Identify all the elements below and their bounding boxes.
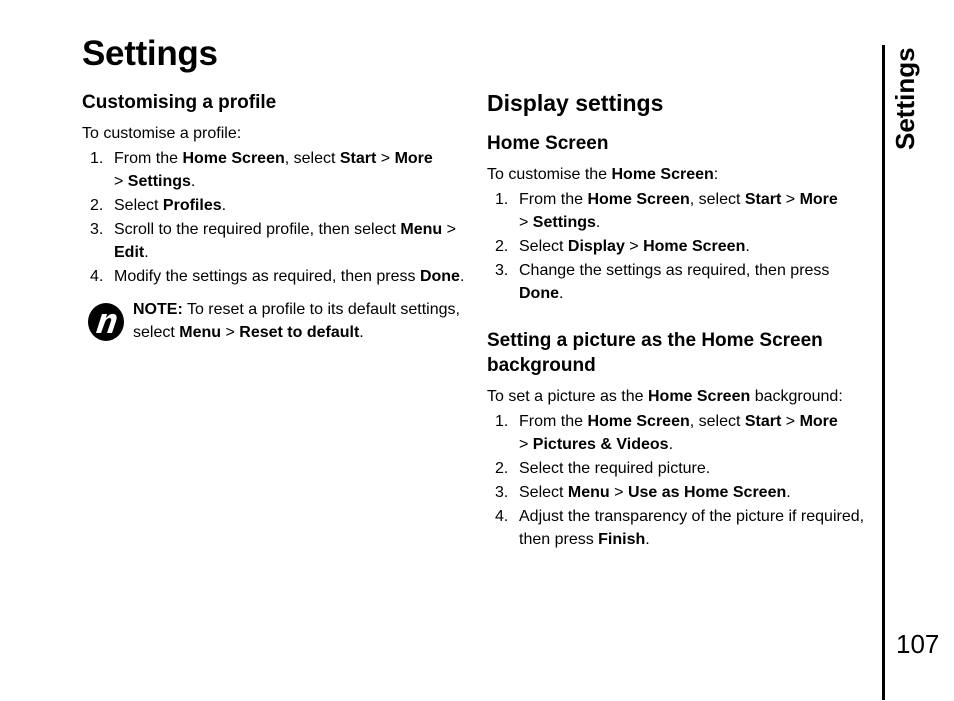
- list-item: 3. Change the settings as required, then press Done.: [495, 261, 830, 302]
- list-item: 3. Select Menu > Use as Home Screen.: [495, 483, 791, 501]
- home-screen-intro: To customise the Home Screen:: [487, 165, 719, 183]
- list-item: 1. From the Home Screen, select Start > More > Settings.: [90, 149, 433, 190]
- list-item: 4. Adjust the transparency of the picture if required, then press Finish.: [495, 507, 865, 548]
- page-number: 107: [896, 629, 940, 659]
- list-item: 2. Select Profiles.: [90, 196, 227, 214]
- side-tab-label: Settings: [890, 47, 920, 150]
- customising-profile-heading: Customising a profile: [82, 92, 277, 113]
- list-item: 4. Modify the settings as required, then press Done.: [90, 267, 465, 285]
- list-item: 1. From the Home Screen, select Start > More > Pictures & Videos.: [495, 412, 838, 453]
- display-settings-heading: Display settings: [487, 90, 664, 116]
- customising-profile-steps: [82, 147, 467, 288]
- home-screen-steps: [487, 188, 872, 305]
- right-column: [487, 90, 872, 552]
- list-item: 2. Select Display > Home Screen.: [495, 237, 750, 255]
- picture-background-intro: To set a picture as the Home Screen background:: [487, 387, 843, 405]
- left-column: [82, 90, 467, 344]
- page-title: Settings: [82, 34, 218, 73]
- list-item: 1. From the Home Screen, select Start > More > Settings.: [495, 190, 838, 231]
- note-icon: [87, 302, 125, 342]
- list-item: 3. Scroll to the required profile, then select Menu > Edit.: [90, 220, 456, 261]
- list-item: 2. Select the required picture.: [495, 459, 711, 477]
- picture-background-steps: [487, 410, 872, 551]
- home-screen-heading: Home Screen: [487, 133, 609, 154]
- picture-background-heading: Setting a picture as the Home Screen background: [487, 329, 823, 377]
- note-box: NOTE: To reset a profile to its default settings, select Menu > Reset to default.: [82, 298, 467, 344]
- side-divider: [882, 45, 885, 700]
- customising-profile-intro: To customise a profile:: [82, 124, 242, 142]
